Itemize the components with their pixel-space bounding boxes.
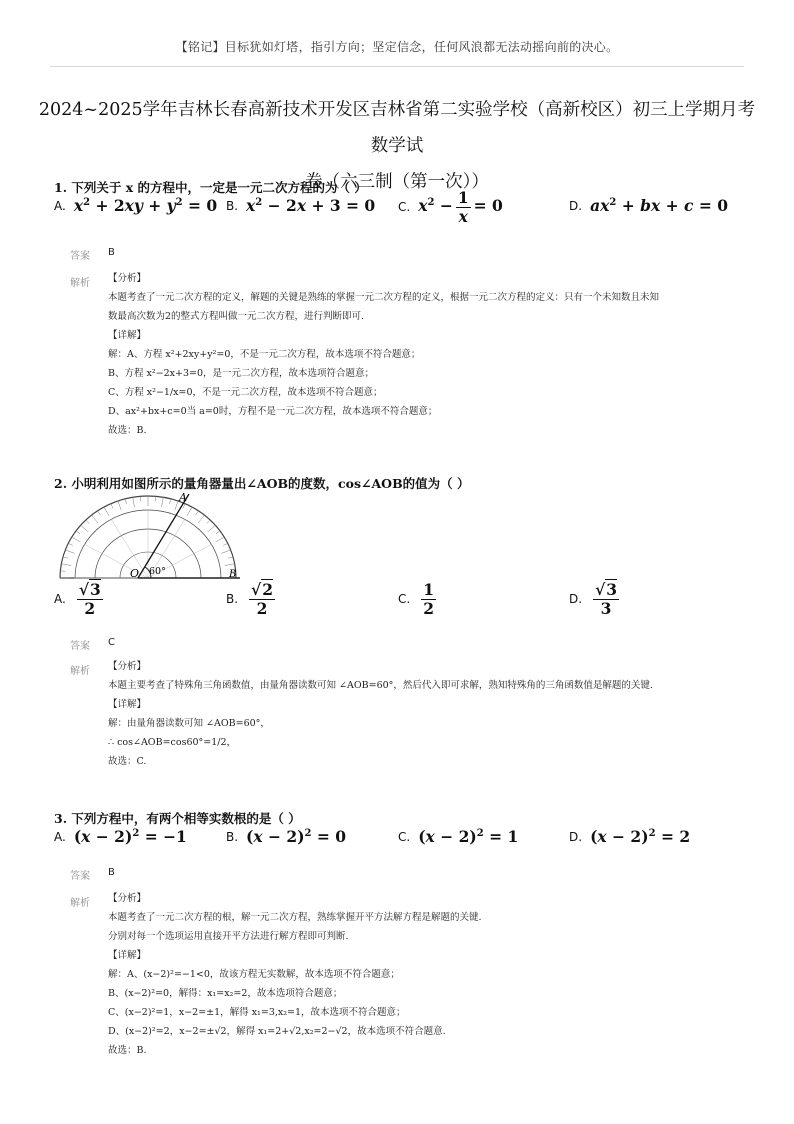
q2-sol-line: 本题主要考查了特殊角三角函数值，由量角器读数可知 ∠AOB=60°，然后代入即可求解，熟知特殊角的三角函数值是解题的关键. — [108, 680, 653, 691]
q1-option-a-formula: $x^2 + 2xy + y^2 = 0$ — [73, 196, 218, 215]
protractor-tick — [198, 515, 204, 523]
q3-sol-line: 解：A、(x−2)²=−1<0，故该方程无实数解，故本选项不符合题意； — [108, 969, 400, 980]
q1-sol-line: 解：A、方程 x²+2xy+y²=0，不是一元二次方程，故本选项不符合题意； — [108, 349, 421, 360]
q3-option-c-label: C. — [398, 829, 411, 844]
q2-option-a[interactable] — [54, 582, 106, 616]
q2-option-d-label: D. — [569, 592, 583, 606]
protractor-tick — [63, 557, 68, 558]
q1-option-a[interactable] — [54, 196, 217, 215]
q1-sol-line: 本题考查了一元二次方程的定义，解题的关键是熟练的掌握一元二次方程的定义，根据一元二次方程的定义：只有一个未知数且未知 — [108, 292, 660, 303]
q2-sol-line: 【详解】 — [108, 699, 147, 710]
q2-option-c-label: C. — [398, 592, 411, 606]
point-b-label: B — [229, 569, 237, 580]
q3-sol-line: D、(x−2)²=2，x−2=±√2，解得 x₁=2+√2,x₂=2−√2，故本选项不符合题意. — [108, 1026, 446, 1037]
q3-option-d-label: D. — [569, 829, 583, 844]
q2-option-d-formula: $\frac{√3}{3}$ — [595, 580, 618, 618]
protractor-tick — [65, 550, 74, 553]
q3-sol-line: B、(x−2)²=0，解得：x₁=x₂=2，故本选项符合题意； — [108, 988, 343, 999]
q1-stem: 1. 下列关于 x 的方程中，一定是一元二次方程的为（ ） — [54, 180, 367, 195]
q1-analysis-tag: 解析 — [70, 278, 90, 289]
q3-option-a-formula: $(x - 2)^2 = -1$ — [73, 827, 187, 846]
exam-title-line1: 2024~2025学年吉林长春高新技术开发区吉林省第二实验学校（高新校区）初三上学期月考数学试 — [38, 100, 756, 156]
q2-sol-line: 解：由量角器读数可知 ∠AOB=60°， — [108, 718, 270, 729]
protractor-ticks — [60, 496, 236, 578]
q3-answer: B — [108, 867, 115, 878]
q1-option-b-formula: $x^2 - 2x + 3 = 0$ — [246, 196, 376, 215]
q1-sol-line: 【详解】 — [108, 330, 147, 341]
header-divider — [50, 66, 744, 67]
point-o-label: O — [130, 567, 140, 580]
protractor-tick — [125, 499, 126, 504]
q2-sol-line: ∴ cos∠AOB=cos60°=1/2， — [108, 737, 237, 748]
q2-sol-line: 【分析】 — [108, 661, 147, 672]
q2-answer-tag: 答案 — [70, 641, 90, 652]
q3-analysis-tag: 解析 — [70, 898, 90, 909]
protractor-tick — [175, 501, 178, 510]
q1-answer-tag: 答案 — [70, 251, 90, 262]
motto-banner: 【铭记】目标犹如灯塔，指引方向；坚定信念，任何风浪都无法动摇向前的决心。 — [175, 40, 619, 54]
q1-option-c[interactable] — [398, 190, 503, 224]
q3-option-a-label: A. — [54, 829, 66, 844]
protractor-tick — [72, 537, 81, 542]
angle-label: 60° — [149, 566, 166, 577]
q3-answer-tag: 答案 — [70, 871, 90, 882]
protractor-tick — [98, 511, 101, 515]
q3-sol-line: 故选：B. — [108, 1045, 147, 1056]
q1-option-d[interactable] — [569, 196, 728, 215]
q3-sol-line: 分别对每一个选项运用直接开平方法进行解方程即可判断. — [108, 931, 349, 942]
protractor-tick — [196, 511, 199, 515]
protractor-tick — [221, 550, 230, 553]
q3-option-a[interactable] — [54, 827, 187, 846]
q3-option-d-formula: $(x - 2)^2 = 2$ — [590, 827, 691, 846]
protractor-tick — [228, 557, 233, 558]
protractor-tick — [111, 504, 113, 509]
q3-sol-line: 本题考查了一元二次方程的根，解一元二次方程，熟练掌握开平方法解方程是解题的关键. — [108, 912, 482, 923]
q1-answer: B — [108, 247, 115, 258]
protractor-tick — [118, 501, 121, 510]
protractor-tick — [216, 537, 225, 542]
q2-analysis-tag: 解析 — [70, 666, 90, 677]
q1-sol-line: D、ax²+bx+c=0当 a=0时，方程不是一元二次方程，故本选项不符合题意； — [108, 406, 438, 417]
q2-option-d[interactable] — [569, 582, 622, 616]
q3-option-d[interactable] — [569, 827, 690, 846]
q3-sol-line: 【详解】 — [108, 950, 147, 961]
q1-sol-line: B、方程 x²−2x+3=0，是一元二次方程，故本选项符合题意； — [108, 368, 375, 379]
protractor-tick — [76, 531, 80, 534]
q3-solution — [108, 889, 708, 1060]
protractor-tick — [104, 507, 109, 516]
protractor-tick — [86, 520, 90, 524]
protractor-tick — [91, 515, 97, 523]
protractor-tick — [208, 525, 216, 531]
protractor-tick — [162, 497, 164, 507]
q1-option-b-label: B. — [226, 198, 239, 213]
q2-option-c[interactable] — [398, 582, 439, 616]
protractor-tick — [68, 543, 73, 545]
q2-option-a-formula: $\frac{√3}{2}$ — [78, 580, 101, 618]
q2-sol-line: 故选：C. — [108, 756, 147, 767]
protractor-tick — [207, 520, 211, 524]
q1-sol-line: C、方程 x²−1/x=0，不是一元二次方程，故本选项不符合题意； — [108, 387, 383, 398]
q2-option-a-label: A. — [54, 592, 66, 606]
q1-sol-line: 数最高次数为2的整式方程叫做一元二次方程，进行判断即可. — [108, 311, 365, 322]
protractor-tick — [187, 507, 192, 516]
q1-option-c-formula: $x^2$ − $\frac{1}{x}$ = 0 — [418, 188, 503, 226]
protractor-tick — [223, 543, 228, 545]
q1-sol-line: 【分析】 — [108, 273, 147, 284]
q1-solution — [108, 269, 708, 440]
q2-solution — [108, 657, 708, 771]
q3-option-b-formula: $(x - 2)^2 = 0$ — [246, 827, 347, 846]
q2-option-c-formula: $\frac{1}{2}$ — [423, 580, 434, 618]
protractor-tick — [81, 525, 89, 531]
protractor-tick — [225, 564, 235, 566]
q3-sol-line: C、(x−2)²=1，x−2=±1，解得 x₁=3,x₂=1，故本选项不符合题意； — [108, 1007, 406, 1018]
q3-sol-line: 【分析】 — [108, 893, 147, 904]
protractor-tick — [169, 499, 170, 504]
q2-answer: C — [108, 637, 115, 648]
q3-option-b[interactable] — [226, 827, 346, 846]
q3-option-c[interactable] — [398, 827, 518, 846]
point-a-label: A — [179, 492, 187, 504]
protractor-tick — [216, 531, 220, 534]
q1-sol-line: 故选：B. — [108, 425, 147, 436]
q2-option-b[interactable] — [226, 582, 278, 616]
q1-option-a-label: A. — [54, 198, 66, 213]
q3-option-c-formula: $(x - 2)^2 = 1$ — [418, 827, 519, 846]
q1-option-b[interactable] — [226, 196, 375, 215]
q2-stem: 2. 小明利用如图所示的量角器量出∠AOB的度数，cos∠AOB的值为（ ） — [54, 476, 470, 491]
q2-option-b-formula: $\frac{√2}{2}$ — [251, 580, 274, 618]
q1-option-c-label: C. — [398, 200, 411, 214]
q1-option-d-label: D. — [569, 198, 583, 213]
exam-title-line2: 卷（六三制（第一次）） — [305, 172, 489, 192]
q3-stem: 3. 下列方程中，有两个相等实数根的是（ ） — [54, 811, 301, 826]
protractor-figure — [55, 492, 245, 582]
protractor-tick — [61, 564, 71, 566]
protractor-tick — [133, 497, 135, 507]
q3-option-b-label: B. — [226, 829, 239, 844]
q2-option-b-label: B. — [226, 592, 239, 606]
q1-option-d-formula: $ax^2$ + bx + c = 0 — [590, 196, 729, 215]
